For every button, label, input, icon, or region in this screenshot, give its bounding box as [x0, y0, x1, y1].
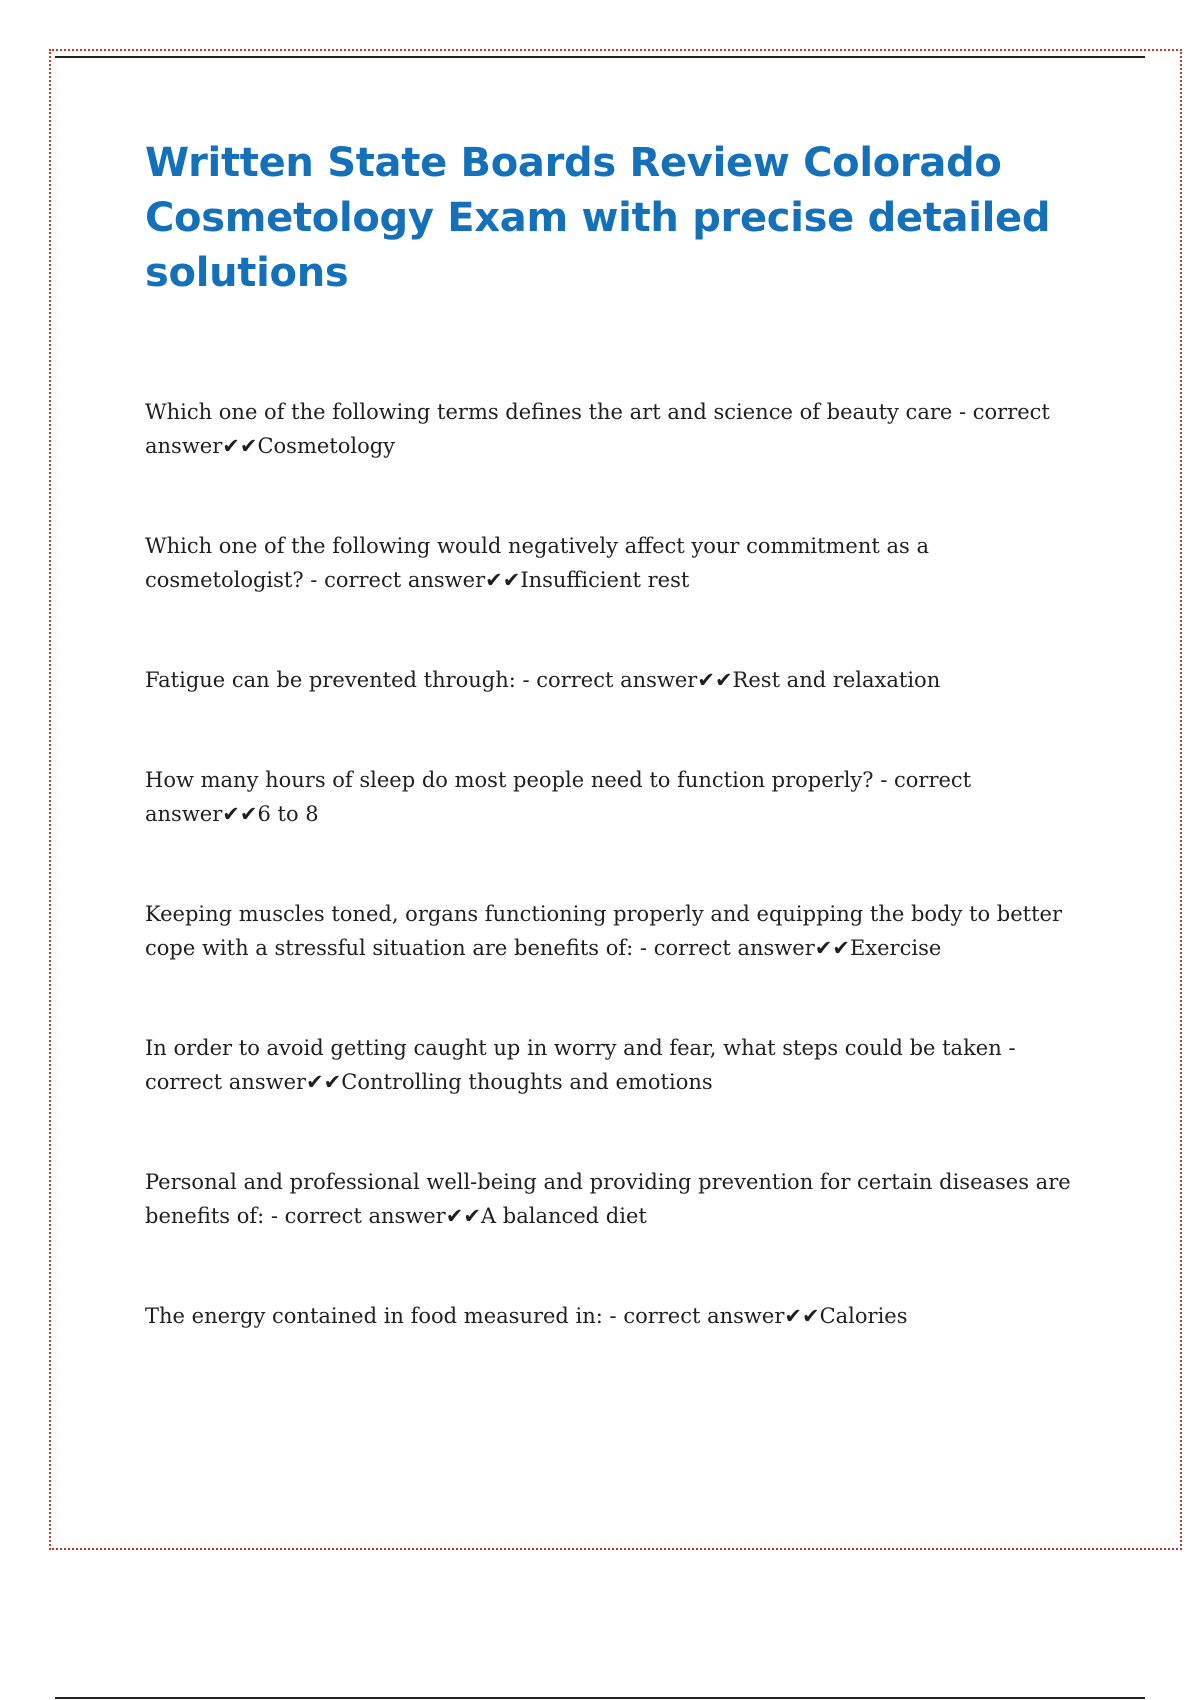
answer-text: A balanced diet: [480, 1204, 647, 1228]
top-rule: [55, 56, 1145, 58]
separator: -: [873, 768, 894, 792]
question-text: Personal and professional well-being and providing prevention for certain diseases are benefits of:: [145, 1170, 1071, 1228]
answer-marker: correct answer✔✔: [284, 1204, 481, 1228]
qa-item: [145, 897, 1080, 965]
separator: -: [1001, 1036, 1016, 1060]
question-text: The energy contained in food measured in:: [145, 1304, 603, 1328]
answer-marker: correct answer✔✔: [536, 668, 733, 692]
answer-marker: correct answer✔✔: [145, 400, 1050, 458]
question-text: Which one of the following would negatively affect your commitment as a cosmetologist?: [145, 534, 929, 592]
separator: -: [303, 568, 325, 592]
document-title: Written State Boards Review Colorado Cosmetology Exam with precise detailed solutions: [145, 140, 1051, 296]
answer-text: Cosmetology: [257, 434, 396, 458]
separator: -: [633, 936, 654, 960]
answer-text: 6 to 8: [257, 802, 319, 826]
answer-text: Exercise: [849, 936, 942, 960]
qa-item: [145, 1031, 1080, 1099]
answer-marker: correct answer✔✔: [623, 1304, 820, 1328]
qa-item: [145, 763, 1080, 831]
answer-marker: correct answer✔✔: [653, 936, 850, 960]
answer-text: Insufficient rest: [520, 568, 690, 592]
qa-item: [145, 529, 1080, 597]
bottom-rule: [55, 1697, 1145, 1699]
question-text: How many hours of sleep do most people need to function properly?: [145, 768, 874, 792]
separator: -: [602, 1304, 624, 1328]
answer-marker: correct answer✔✔: [324, 568, 521, 592]
question-text: Fatigue can be prevented through:: [145, 668, 516, 692]
answer-text: Calories: [819, 1304, 908, 1328]
answer-text: Rest and relaxation: [732, 668, 941, 692]
answer-text: Controlling thoughts and emotions: [341, 1070, 713, 1094]
answer-marker: correct answer✔✔: [145, 768, 972, 826]
answer-marker: correct answer✔✔: [145, 1070, 342, 1094]
separator: -: [515, 668, 537, 692]
question-text: Keeping muscles toned, organs functioning properly and equipping the body to better cope with a stressful situation are benefits of:: [145, 902, 1062, 960]
question-text: Which one of the following terms defines the art and science of beauty care: [145, 400, 953, 424]
qa-item: [145, 663, 1080, 697]
separator: -: [264, 1204, 285, 1228]
qa-item: [145, 1165, 1080, 1233]
qa-list: [145, 395, 1080, 1399]
separator: -: [952, 400, 973, 424]
question-text: In order to avoid getting caught up in worry and fear, what steps could be taken: [145, 1036, 1002, 1060]
qa-item: [145, 1299, 1080, 1333]
qa-item: [145, 395, 1080, 463]
